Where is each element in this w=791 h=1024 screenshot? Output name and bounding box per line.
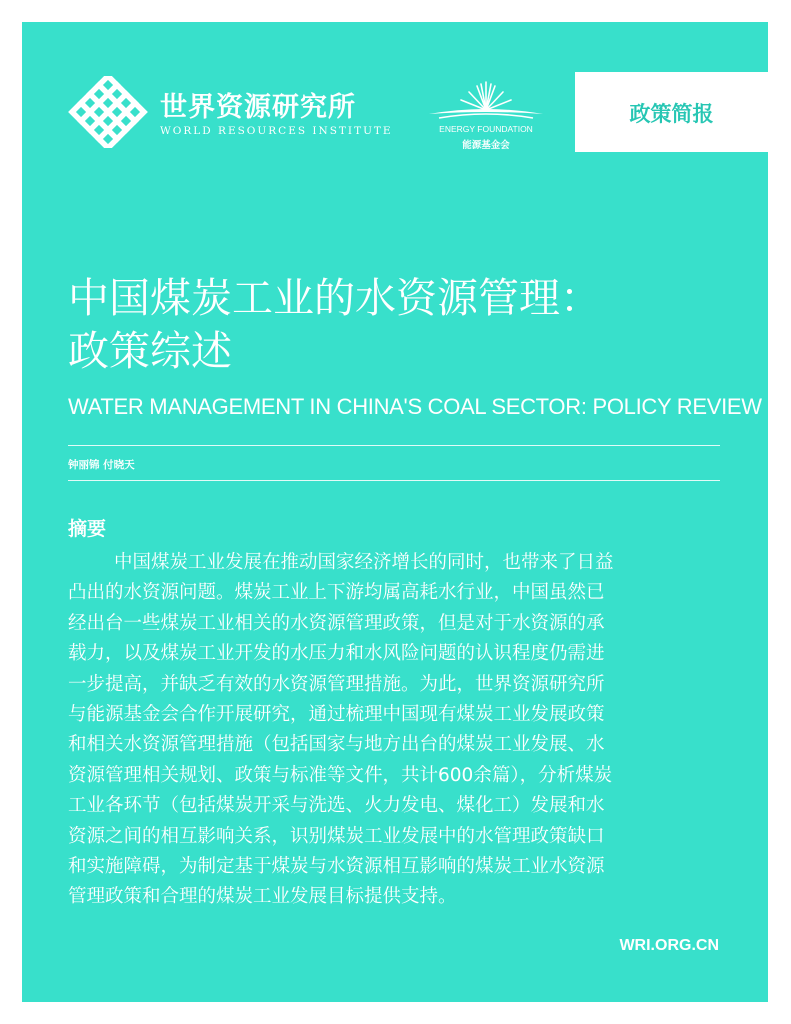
policy-brief-label: 政策简报 [629,102,714,126]
divider-bottom [68,480,720,481]
title-cn-line-2: 政策综述 [68,327,232,375]
abstract-line: 和实施障碍，为制定基于煤炭与水资源相互影响的煤炭工业水资源 [68,856,605,878]
policy-brief-tag [575,72,768,152]
authors: 钟丽锦 付晓天 [68,459,135,471]
abstract-line: 与能源基金会合作开展研究，通过梳理中国现有煤炭工业发展政策 [68,704,605,726]
divider-top [68,445,720,446]
energy-foundation-name-cn: 能源基金会 [462,140,510,151]
abstract-line: 和相关水资源管理措施（包括国家与地方出台的煤炭工业发展、水 [68,734,605,756]
title-cn-line-1: 中国煤炭工业的水资源管理： [68,274,601,322]
abstract-body [68,548,728,913]
abstract-line: 工业各环节（包括煤炭开采与洗选、火力发电、煤化工）发展和水 [68,795,605,817]
abstract-heading: 摘要 [68,518,107,540]
wri-name-en: WORLD RESOURCES INSTITUTE [160,125,393,137]
title-cn [68,272,601,378]
energy-foundation-name-en: ENERGY FOUNDATION [439,124,533,134]
abstract-line: 资源管理相关规划、政策与标准等文件，共计600余篇），分析煤炭 [68,764,613,786]
abstract-line: 中国煤炭工业发展在推动国家经济增长的同时，也带来了日益 [114,552,614,573]
abstract-line: 载力，以及煤炭工业开发的水压力和水风险问题的认识程度仍需进 [68,643,605,665]
wri-logo-icon [68,76,148,148]
abstract-line: 凸出的水资源问题。煤炭工业上下游均属高耗水行业，中国虽然已 [68,582,605,604]
title-en: WATER MANAGEMENT IN CHINA'S COAL SECTOR: POLICY REVIEW [68,394,762,419]
wri-name-cn: 世界资源研究所 [160,92,356,123]
abstract-line: 一步提高，并缺乏有效的水资源管理措施。为此，世界资源研究所 [68,673,605,695]
website-link[interactable]: WRI.ORG.CN [619,937,719,954]
abstract-line: 经出台一些煤炭工业相关的水资源管理政策，但是对于水资源的承 [68,612,605,634]
energy-foundation-logo-icon [425,80,547,128]
abstract-line: 资源之间的相互影响关系，识别煤炭工业发展中的水管理政策缺口 [68,825,605,847]
abstract-line: 管理政策和合理的煤炭工业发展目标提供支持。 [68,886,457,908]
